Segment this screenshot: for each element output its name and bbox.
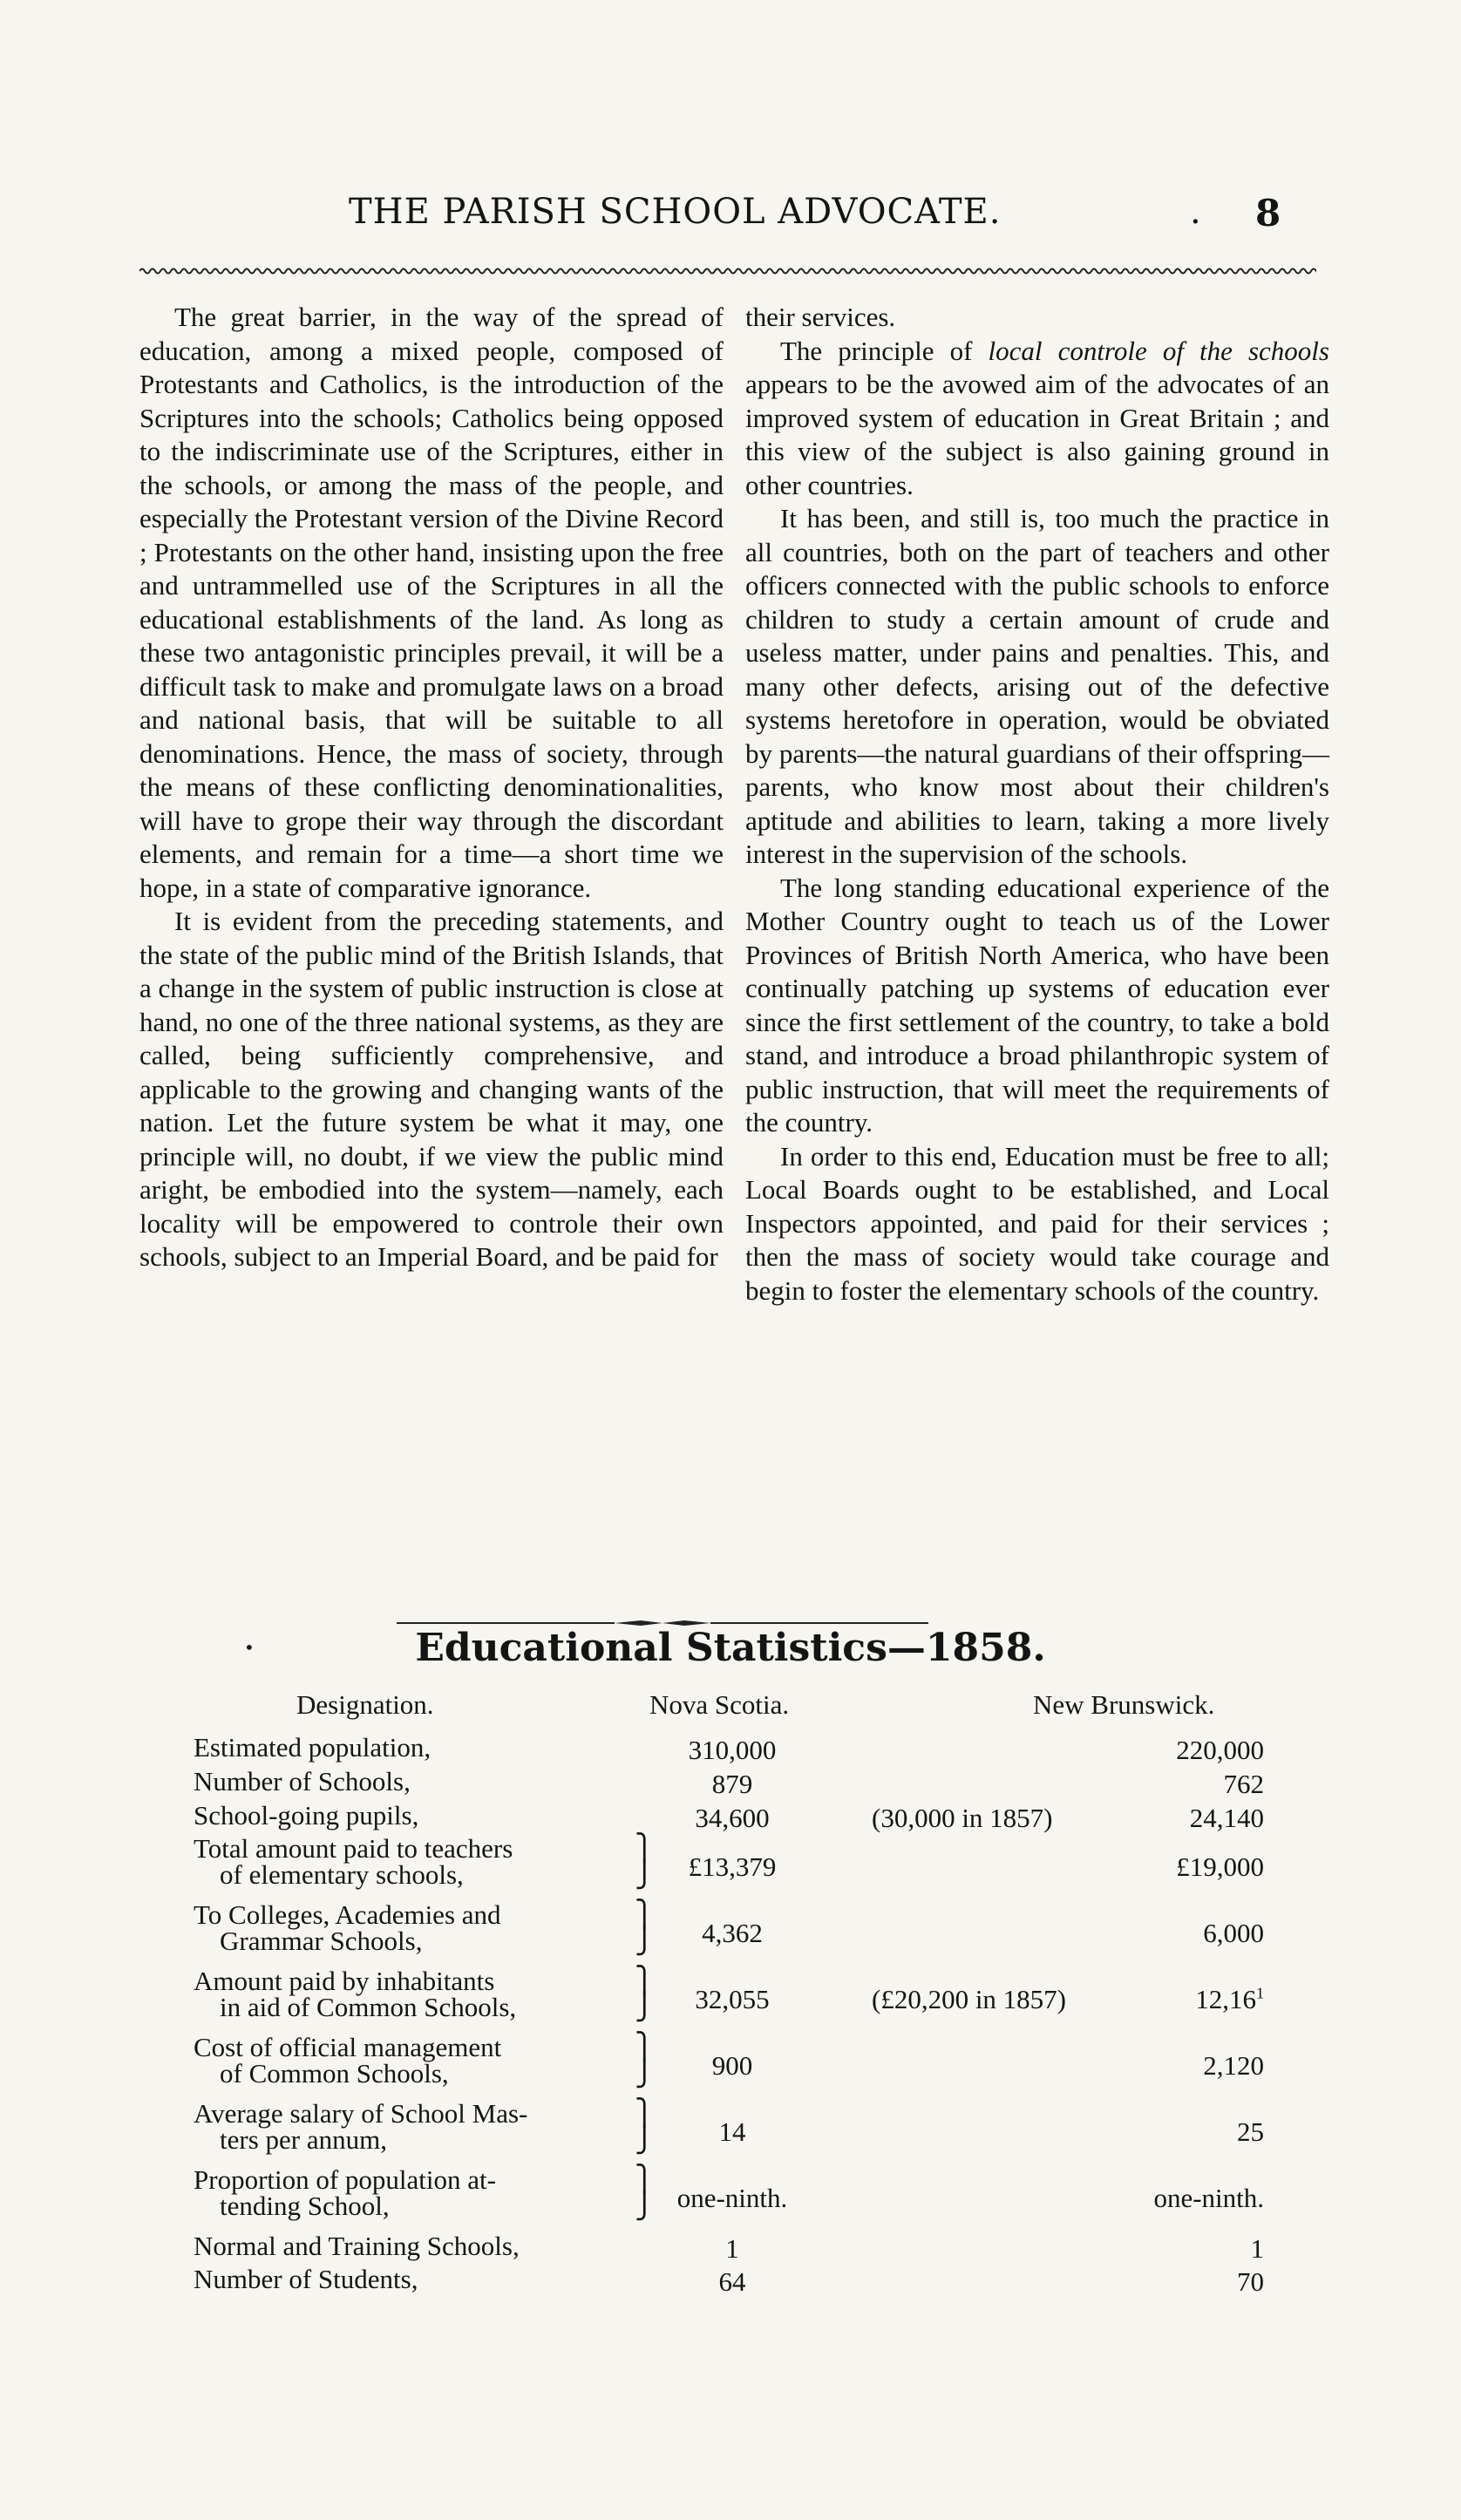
row-label-line: in aid of Common Schools,: [220, 1992, 517, 2022]
new-brunswick-value: 220,000: [1176, 1735, 1264, 1765]
nova-scotia-value: 1: [725, 2233, 739, 2264]
nova-scotia-value: 900: [711, 2050, 753, 2081]
row-label: [194, 1833, 513, 1890]
nova-scotia-value: 32,055: [695, 1984, 770, 2014]
row-label-line: Estimated population,: [194, 1732, 432, 1763]
left-paragraph-1: The great barrier, in the way of the spread of education, among a mixed people, composed of Protestants and Catholics, is the introduction of the Scriptures into the schools; Catholics being opposed to the indiscriminate use of the Scriptures, either in the schools, or among the mass of the people, and especially the Protestant version of the Divine Record ; Protestants on the other hand, insisting upon the free and untrammelled use of the Scriptures in all the educational establishments of the land. As long as these two antagonistic principles prevail, it will be a difficult task to make and promulgate laws on a broad and national basis, that will be suitable to all denominations. Hence, the mass of society, through the means of these conflicting denominationalities, will have to grope their way through the discordant elements, and remain for a time—a short time we hope, in a state of comparative ignorance.: [139, 302, 724, 903]
row-label: [194, 1732, 432, 1763]
bullet-mark: •: [244, 1637, 255, 1658]
right-paragraph-4: In order to this end, Education must be free to all; Local Boards ought to be established, and Local Inspectors appointed, and paid for their services ; then the mass of society would take courage and begin to foster the elementary schools of the country.: [745, 1140, 1329, 1306]
note-value: (£20,200 in 1857): [872, 1984, 1067, 2014]
row-label-line: ters per annum,: [220, 2124, 387, 2155]
row-label-line: of Common Schools,: [220, 2058, 449, 2089]
new-brunswick-value: 12,16$^1$: [1195, 1984, 1264, 2014]
brace-mark: ⎫ ⎭: [635, 2165, 655, 2220]
nova-scotia-value: 879: [711, 1769, 753, 1799]
new-brunswick-value: 762: [1223, 1769, 1264, 1799]
p1-pre: The principle of: [780, 335, 989, 366]
row-label-line: Number of Students,: [194, 2264, 418, 2294]
note-value: (30,000 in 1857): [872, 1803, 1053, 1833]
row-label-line: Total amount paid to teachers: [194, 1833, 513, 1864]
row-label-line: Proportion of population at-: [194, 2164, 496, 2195]
superscript-mark: 1: [1256, 1984, 1264, 2002]
nova-scotia-value: 64: [718, 2266, 746, 2297]
brace-mark: ⎫ ⎭: [635, 2099, 655, 2154]
brace-mark: ⎫ ⎭: [635, 1966, 655, 2021]
row-label-line: School-going pupils,: [194, 1800, 419, 1831]
row-label: [194, 2233, 520, 2259]
nova-scotia-value: 14: [718, 2116, 746, 2147]
row-label: [194, 1899, 501, 1956]
new-brunswick-value: £19,000: [1176, 1851, 1264, 1882]
statistics-title: Educational Statistics—1858.: [415, 1626, 1046, 1670]
brace-mark: ⎫ ⎭: [635, 1834, 655, 1889]
wavy-rule: [139, 266, 1316, 276]
row-label-line: Normal and Training Schools,: [194, 2231, 520, 2261]
new-brunswick-value: 25: [1237, 2116, 1264, 2147]
page-number: 8: [1255, 192, 1281, 234]
nova-scotia-value: 34,600: [695, 1803, 770, 1833]
nova-scotia-value: £13,379: [688, 1851, 777, 1882]
row-label: [194, 2098, 528, 2155]
right-paragraph-2: It has been, and still is, too much the practice in all countries, both on the part of teachers and other officers connected with the public schools to enforce children to study a certain amount of crude and useless matter, under pains and penalties. This, and many other defects, arising out of the defective systems heretofore in operation, would be obviated by parents—the natural guardians of their offspring—parents, who know most about their children's aptitude and abilities to learn, taking a more lively interest in the supervision of the schools.: [745, 503, 1329, 869]
row-label: [194, 2266, 418, 2292]
nova-scotia-value: one-ninth.: [676, 2183, 788, 2213]
new-brunswick-value: 24,140: [1189, 1803, 1264, 1833]
left-paragraph-2: It is evident from the preceding statements, and the state of the public mind of the British Islands, that a change in the system of public instruction is close at hand, no one of the three national systems, as they are called, being sufficiently comprehensive, and applicable to the growing and changing wants of the nation. Let the future system be what it may, one principle will, no doubt, if we view the public mind aright, be embodied into the system—namely, each locality will be empowered to controle their own schools, subject to an Imperial Board, and be paid for: [139, 906, 724, 1272]
nova-scotia-value: 4,362: [702, 1918, 763, 1948]
running-title: THE PARISH SCHOOL ADVOCATE.: [349, 192, 1002, 232]
header-designation: Designation.: [296, 1689, 434, 1720]
row-label-line: tending School,: [220, 2191, 390, 2221]
p1-emphasis: local controle of the schools: [988, 335, 1329, 366]
new-brunswick-value: 1: [1250, 2233, 1264, 2264]
header-new-brunswick: New Brunswick.: [1033, 1689, 1215, 1720]
header-nova-scotia: Nova Scotia.: [649, 1689, 790, 1720]
row-label: [194, 1766, 411, 1797]
page-header: [0, 192, 1461, 244]
row-label-line: Cost of official management: [194, 2032, 502, 2062]
row-label: [194, 2034, 501, 2087]
right-paragraph-1: [745, 335, 1329, 503]
new-brunswick-value: 6,000: [1203, 1918, 1264, 1948]
new-brunswick-value: 70: [1237, 2266, 1264, 2297]
new-brunswick-value: one-ninth.: [1153, 2183, 1264, 2213]
right-continuation: their services.: [745, 302, 896, 332]
right-column: [745, 301, 1329, 1308]
right-paragraph-3: The long standing educational experience of the Mother Country ought to teach us of the Lower Provinces of British North America, who have been continually patching up systems of education ever since the first settlement of the country, to take a bold stand, and introduce a broad philanthropic system of public instruction, that will meet the requirements of the country.: [745, 872, 1329, 1138]
header-dot: .: [1190, 192, 1201, 232]
nova-scotia-value: 310,000: [688, 1735, 777, 1765]
row-label-line: Amount paid by inhabitants: [194, 1966, 495, 1996]
row-label-line: Average salary of School Mas-: [194, 2098, 528, 2129]
row-label-line: Grammar Schools,: [220, 1926, 423, 1956]
left-column: [139, 301, 724, 1274]
row-label-line: Number of Schools,: [194, 1766, 411, 1797]
row-label-line: To Colleges, Academies and: [194, 1899, 501, 1930]
row-label-line: of elementary schools,: [220, 1859, 464, 1890]
new-brunswick-value: 2,120: [1203, 2050, 1264, 2081]
p1-post: appears to be the avowed aim of the advocates of an improved system of education in Great Britain ; and this view of the subject is also gaining ground in other countries.: [745, 369, 1329, 500]
brace-mark: ⎫ ⎭: [635, 2033, 655, 2088]
row-label: [194, 1968, 516, 2021]
brace-mark: ⎫ ⎭: [635, 1900, 655, 1955]
row-label: [194, 2164, 496, 2221]
row-label: [194, 1800, 419, 1831]
